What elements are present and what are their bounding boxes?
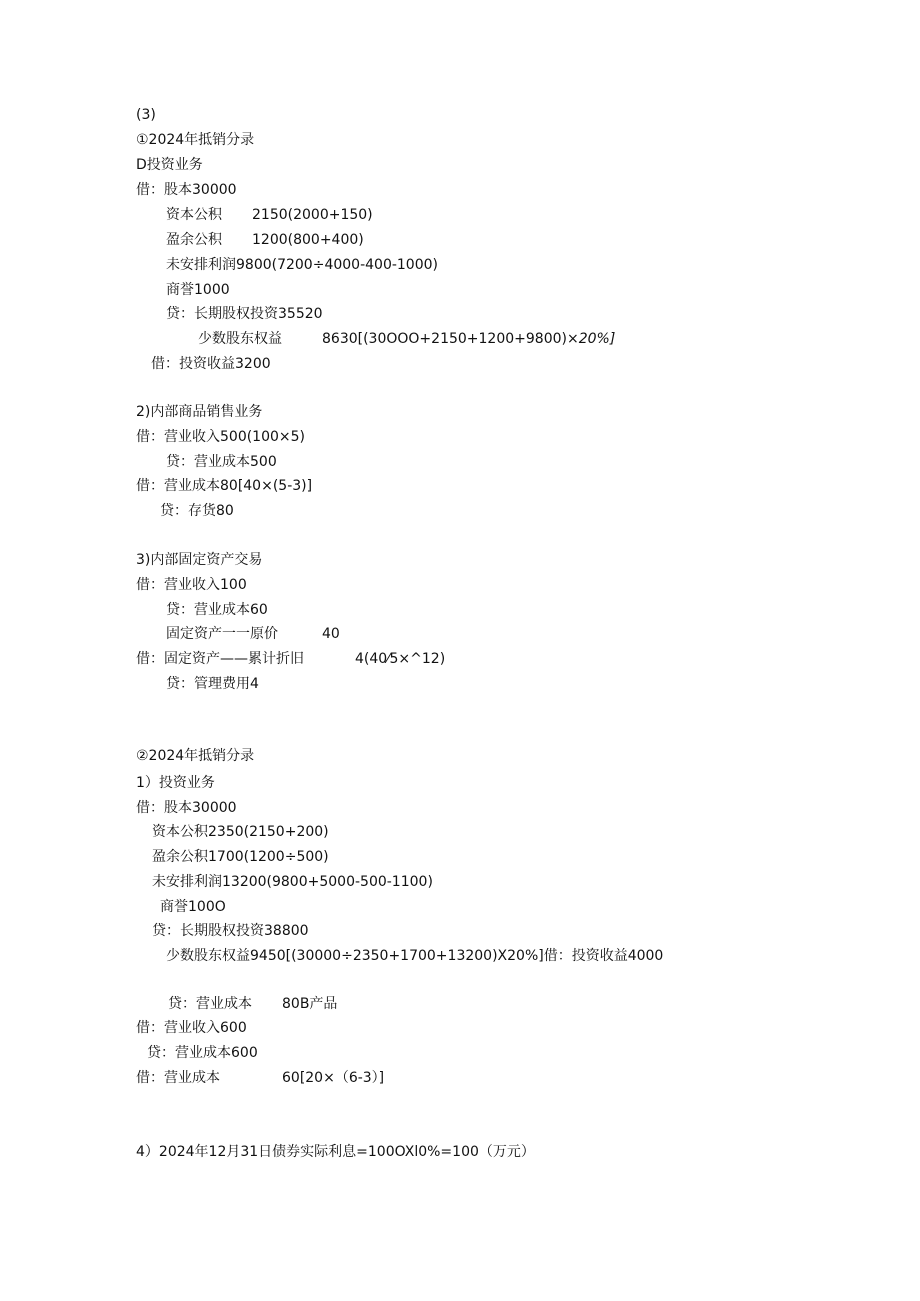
interest-note: 4）2024年12月31日债券实际利息=100OXl0%=100（万元） [136,1144,535,1160]
debit-line: 借：营业成本 60[20×（6-3）] [136,1070,385,1086]
debit-line: 借：营业收入100 [136,577,247,593]
entry-line: 未安排利润13200(9800+5000-500-1100) [152,874,433,890]
credit-line: 贷：存货80 [160,503,234,519]
entry-line: 少数股东权益 8630[(30OOO+2150+1200+9800)×20%] [198,331,616,347]
credit-line: 贷：营业成本60 [166,602,268,618]
subsection-heading: D投资业务 [136,157,203,173]
credit-line: 贷：长期股权投资38800 [152,923,309,939]
credit-line: 贷：营业成本600 [147,1045,258,1061]
section-label: (3) [136,107,156,123]
entry-line: 商誉1000 [166,282,230,298]
credit-line: 贷：管理费用4 [166,676,259,692]
entry-line: 盈余公积 1200(800+400) [166,232,364,248]
entry-line: 资本公积2350(2150+200) [152,824,329,840]
entry-line: 资本公积 2150(2000+150) [166,207,373,223]
subsection-heading: 2)内部商品销售业务 [136,404,263,420]
credit-line: 贷：长期股权投资35520 [166,306,323,322]
debit-line: 借：股本30000 [136,182,237,198]
entry-line: 商誉100O [160,899,226,915]
section-heading: ②2024年抵销分录 [136,748,255,764]
credit-line: 贷：营业成本500 [166,454,277,470]
entry-line: 未安排利润9800(7200÷4000-400-1000) [166,257,438,273]
debit-line: 借：营业成本80[40×(5-3)] [136,478,313,494]
debit-line: 借：营业收入600 [136,1020,247,1036]
credit-line: 贷：营业成本 80B产品 [168,996,338,1012]
debit-line: 借：投资收益3200 [151,356,271,372]
subsection-heading: 1）投资业务 [136,775,215,791]
entry-line: 盈余公积1700(1200÷500) [152,849,329,865]
debit-line: 借：股本30000 [136,800,237,816]
debit-line: 借：营业收入500(100×5) [136,429,306,445]
entry-line: 少数股东权益9450[(30000÷2350+1700+13200)X20%]借：投资收益4000 [166,948,664,964]
debit-line: 借：固定资产——累计折旧 4(40⁄5×^12) [136,651,446,667]
section-heading: ①2024年抵销分录 [136,132,255,148]
subsection-heading: 3)内部固定资产交易 [136,552,263,568]
entry-line: 固定资产一一原价 40 [166,626,340,642]
